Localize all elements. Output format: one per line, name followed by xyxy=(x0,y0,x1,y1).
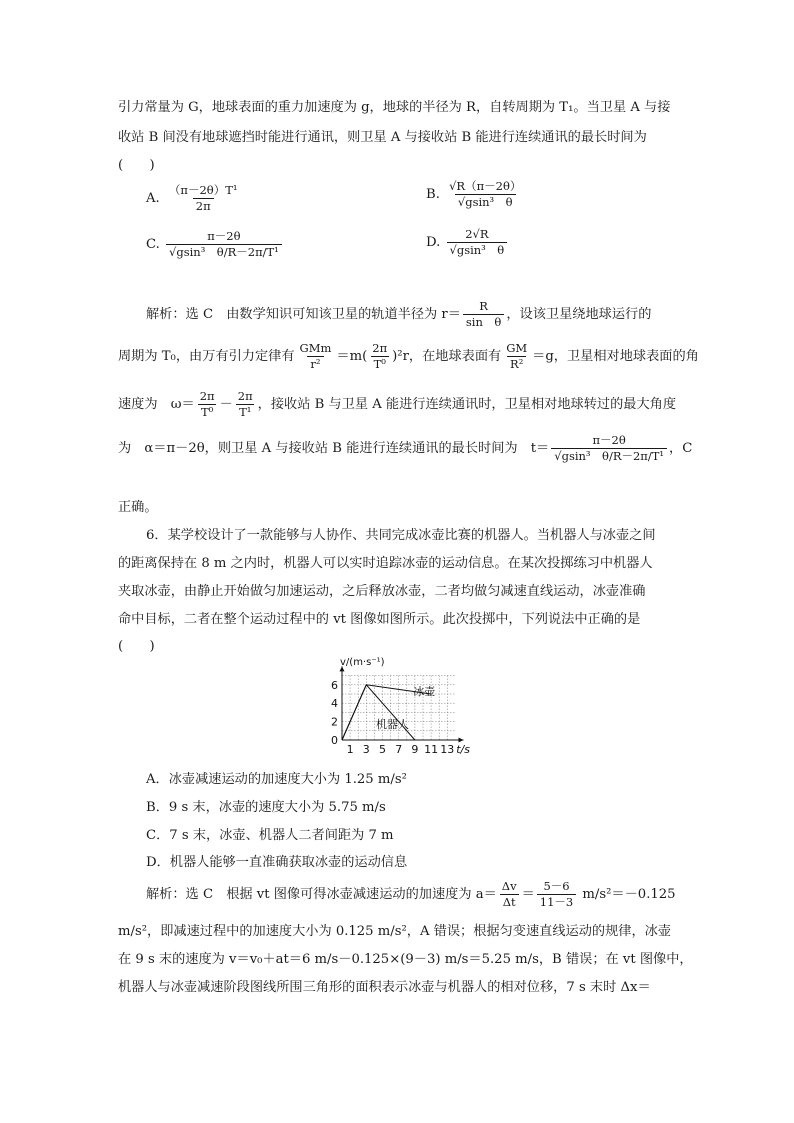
fraction-denominator: √gsin³ θ xyxy=(455,194,516,209)
q6-option-c: C．7 s 末，冰壶、机器人二者间距为 7 m xyxy=(146,828,394,843)
analysis-text: ，C xyxy=(669,441,693,456)
analysis-text: 解析：选 C 由数学知识可知该卫星的轨道半径为 r＝ xyxy=(146,307,461,322)
analysis-text: ²r，在地球表面有 xyxy=(397,349,502,364)
analysis-fraction xyxy=(503,342,530,371)
q5-option-a xyxy=(146,184,243,213)
y-tick-label: 6 xyxy=(331,678,338,692)
analysis-text: 速度为 ω＝ xyxy=(118,397,195,412)
q5-stem-line2: 收站 B 间没有地球遮挡时能进行通讯，则卫星 A 与接收站 B 能进行连续通讯的最长时间为 xyxy=(118,130,647,145)
q6-stem-line4: 命中目标，二者在整个运动过程中的 vt 图像如图所示。此次投掷中，下列说法中正确的是 xyxy=(118,612,641,627)
q5-analysis-line2: 周期为 T₀，由万有引力定律有 $\frac{\text{GMm}}{\text{r²}}$ ＝m( $\frac{2\pi}{\text{T⁰}}$ )²r，在地球表面有 $\frac{GM}{\text{R²}}$ ＝g，卫星相对地球表面的角 xyxy=(118,341,699,371)
analysis-fraction xyxy=(235,390,256,419)
x-axis-arrow xyxy=(459,738,464,743)
fraction-numerator: π－2θ xyxy=(207,229,241,243)
fraction-denominator: T⁰ xyxy=(371,356,389,371)
analysis-fraction xyxy=(551,434,667,463)
q5-analysis-line3 xyxy=(118,390,676,419)
q6-analysis-line4: 机器人与冰壶减速阶段图线所围三角形的面积表示冰壶与机器人的相对位移，7 s 末时 Δx＝ xyxy=(118,980,651,995)
fraction-denominator: T⁰ xyxy=(198,404,216,419)
q6-stem-line5: ( ) xyxy=(118,639,155,654)
fraction-numerator: √R（π－2θ） xyxy=(449,179,522,193)
option-label: D. xyxy=(426,235,441,250)
q5-stem-line1: 引力常量为 G，地球表面的重力加速度为 g，地球的半径为 R，自转周期为 T₁。当卫星 A 与接 xyxy=(118,100,671,115)
fraction-denominator: T¹ xyxy=(236,404,254,419)
fraction-numerator: Δv xyxy=(501,879,517,893)
fraction-denominator: R² xyxy=(507,356,526,371)
q6-analysis-line1 xyxy=(146,880,676,909)
x-tick-label: 3 xyxy=(362,743,370,756)
analysis-text: － xyxy=(219,397,233,412)
q6-stem-line2: 的距离保持在 8 m 之内时，机器人可以实时追踪冰壶的运动信息。在某次投掷练习中机器人 xyxy=(118,556,653,571)
fraction-numerator: 2π xyxy=(237,389,253,403)
x-tick-label: 5 xyxy=(379,743,386,756)
fraction-numerator: 2π xyxy=(199,389,215,403)
q5-analysis-line1 xyxy=(146,300,651,329)
x-tick-label: 1 xyxy=(346,743,354,756)
fraction-numerator: GM xyxy=(506,341,528,355)
fraction-numerator: R xyxy=(479,299,488,313)
y-axis-label: v/(m·s⁻¹) xyxy=(340,657,385,668)
analysis-fraction xyxy=(369,342,390,371)
x-tick-label: 11 xyxy=(424,743,439,756)
analysis-text: ，接收站 B 与卫星 A 能进行连续通讯时，卫星相对地球转过的最大角度 xyxy=(257,397,677,412)
annotation-label: 机器人 xyxy=(376,718,410,732)
y-tick-label: 2 xyxy=(331,715,338,729)
x-axis-label: t/s xyxy=(456,743,470,756)
analysis-text: 解析：选 C 根据 vt 图像可得冰壶减速运动的加速度为 a＝ xyxy=(146,887,497,902)
fraction-numerator: 2π xyxy=(372,341,388,355)
analysis-fraction xyxy=(297,342,335,371)
option-label: A. xyxy=(146,191,160,206)
analysis-fraction xyxy=(499,880,520,909)
q5-analysis-line4 xyxy=(118,434,692,463)
fraction-numerator: （π－2θ）T¹ xyxy=(168,183,238,197)
analysis-fraction xyxy=(463,300,504,329)
fraction-denominator: √gsin³ θ xyxy=(447,242,508,257)
q6-option-d: D．机器人能够一直准确获取冰壶的运动信息 xyxy=(146,855,408,870)
analysis-text: ，设该卫星绕地球运行的 xyxy=(506,307,652,322)
y-tick-label: 4 xyxy=(331,697,338,711)
option-label: B. xyxy=(426,187,440,202)
fraction-denominator: √gsin³ θ/R－2π/T¹ xyxy=(551,448,667,463)
q5-option-d xyxy=(426,228,509,257)
q5-option-b xyxy=(426,180,526,209)
x-tick-label: 9 xyxy=(411,743,419,756)
fraction-denominator: Δt xyxy=(500,894,519,909)
q6-analysis-line3: 在 9 s 末的速度为 v＝v₀＋at＝6 m/s－0.125×(9－3) m/s＝5.25 m/s，B 错误；在 vt 图像中， xyxy=(118,952,693,967)
fraction-numerator: 2√R xyxy=(465,227,489,241)
analysis-text: ＝g，卫星相对地球表面的角 xyxy=(532,349,699,364)
q6-option-b: B．9 s 末，冰壶的速度大小为 5.75 m/s xyxy=(146,800,386,815)
x-tick-label: 7 xyxy=(395,743,403,756)
fraction-denominator: r² xyxy=(307,356,323,371)
fraction-numerator: GMm xyxy=(299,341,332,355)
fraction-denominator: 2π xyxy=(193,198,214,213)
y-tick-label: 0 xyxy=(331,734,338,747)
fraction-denominator: sin θ xyxy=(463,314,504,329)
analysis-text: 周期为 T₀，由万有引力定律有 xyxy=(118,349,295,364)
option-label: C. xyxy=(146,237,160,252)
annotation-label: 冰壶 xyxy=(413,684,436,698)
q6-option-a: A．冰壶减速运动的加速度大小为 1.25 m/s² xyxy=(146,772,407,787)
option-d-fraction xyxy=(447,228,508,257)
q5-stem-line3: ( ) xyxy=(118,158,155,173)
analysis-fraction xyxy=(197,390,218,419)
q5-analysis-line5: 正确。 xyxy=(118,500,158,515)
analysis-fraction xyxy=(537,880,576,909)
analysis-text: 为 α＝π－2θ，则卫星 A 与接收站 B 能进行连续通讯的最长时间为 t＝ xyxy=(118,441,550,456)
analysis-text: ＝ xyxy=(521,887,535,902)
option-b-fraction xyxy=(446,180,524,209)
fraction-denominator: 11－3 xyxy=(537,894,576,909)
option-c-fraction xyxy=(166,230,282,259)
analysis-text: m/s²＝－0.125 xyxy=(578,887,676,902)
q6-stem-line3: 夹取冰壶，由静止开始做匀加速运动，之后释放冰壶，二者均做匀减速直线运动，冰壶准确 xyxy=(118,584,646,599)
option-a-fraction xyxy=(166,184,241,213)
chart-labels xyxy=(331,657,470,756)
fraction-numerator: π－2θ xyxy=(592,433,626,447)
analysis-text: ＝m xyxy=(336,349,363,364)
fraction-denominator: √gsin³ θ/R－2π/T¹ xyxy=(166,244,282,259)
q6-stem-line1: 6．某学校设计了一款能够与人协作、共同完成冰壶比赛的机器人。当机器人与冰壶之间 xyxy=(146,528,656,543)
fraction-numerator: 5－6 xyxy=(543,879,570,893)
vt-chart xyxy=(322,654,482,758)
x-tick-label: 13 xyxy=(440,743,455,756)
q5-option-c xyxy=(146,230,284,259)
q6-analysis-line2: m/s²，即减速过程中的加速度大小为 0.125 m/s²，A 错误；根据匀变速直线运动的规律，冰壶 xyxy=(118,924,672,939)
